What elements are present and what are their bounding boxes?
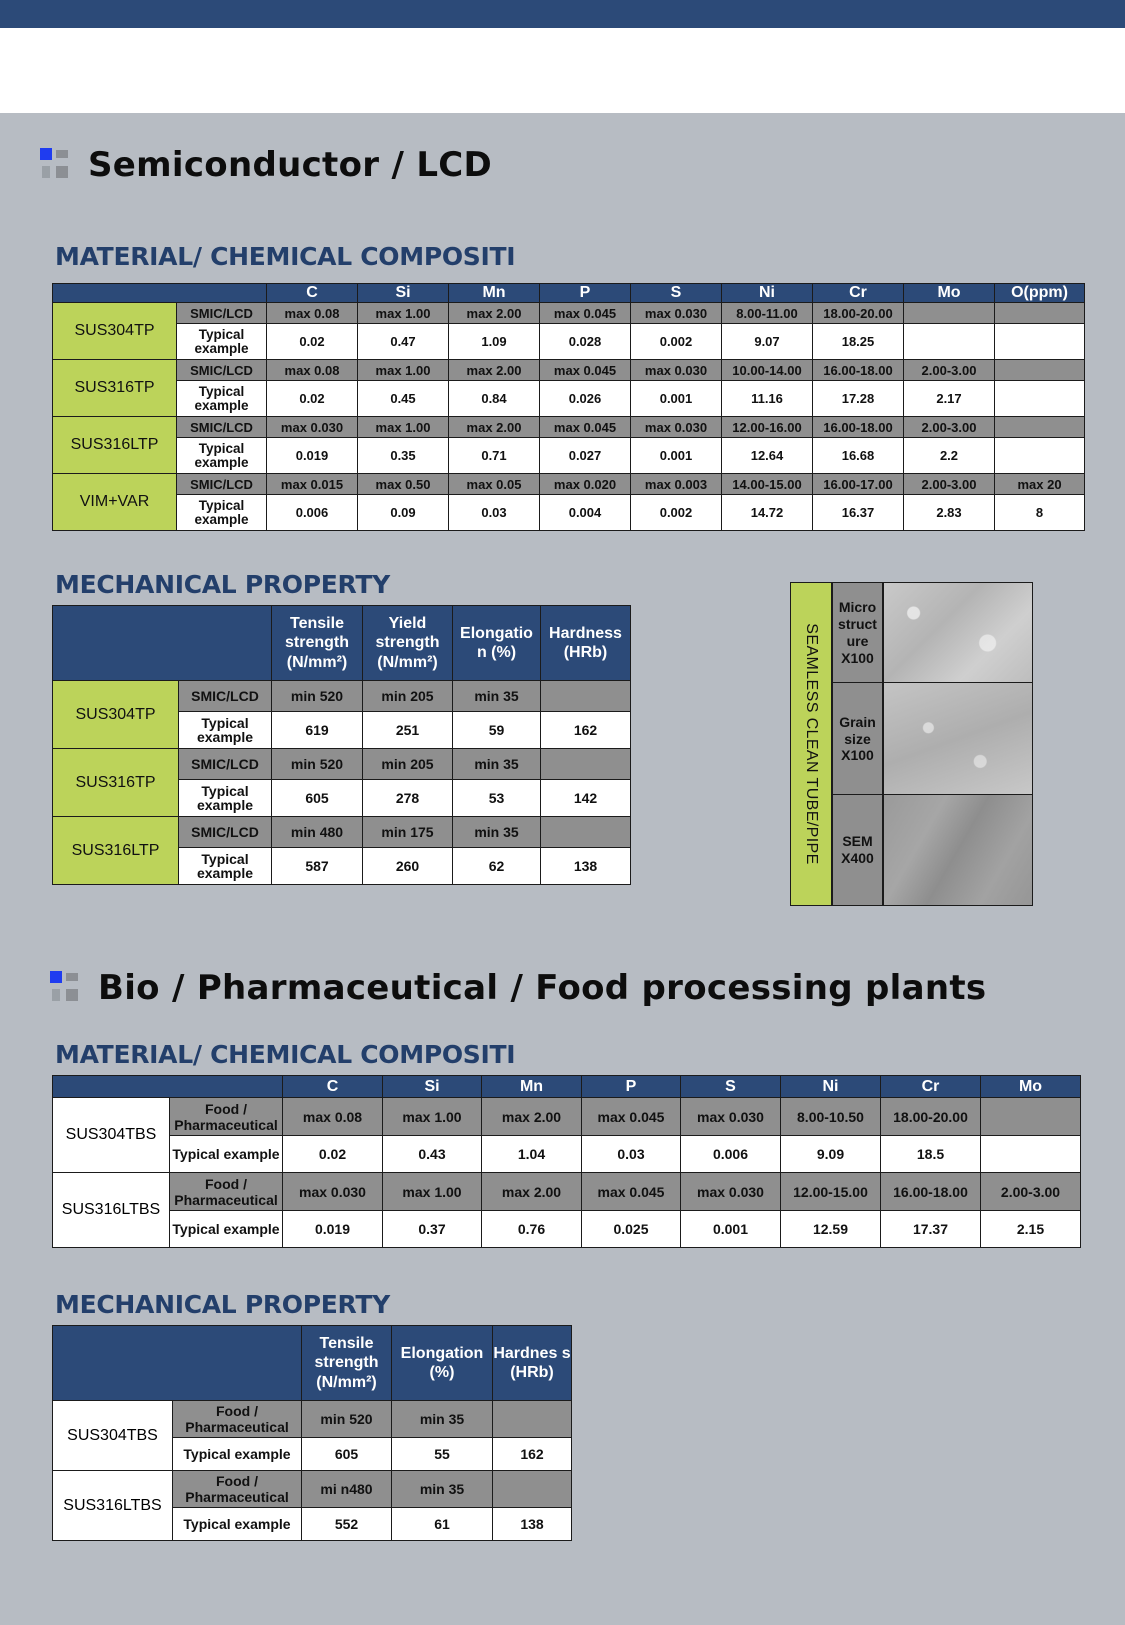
section-title-text: Bio / Pharmaceutical / Food processing plants (98, 968, 987, 1008)
grain-size-image (883, 682, 1033, 796)
typical-value: 138 (493, 1508, 572, 1541)
typical-value: 0.76 (482, 1211, 582, 1248)
spec-value: max 0.045 (540, 417, 631, 438)
typical-value: 0.03 (582, 1136, 681, 1173)
spec-value: min 205 (363, 749, 453, 780)
spec-value: 16.00-18.00 (813, 360, 904, 381)
spec-value: min 520 (272, 749, 363, 780)
column-header: Si (383, 1076, 482, 1098)
micro-row-1 (832, 582, 1033, 684)
column-header: S (681, 1076, 781, 1098)
spec-value: max 0.045 (582, 1098, 681, 1136)
spec-value: 12.00-16.00 (722, 417, 813, 438)
spec-value: 16.00-17.00 (813, 474, 904, 495)
spec-value: max 0.030 (681, 1173, 781, 1211)
typical-value: 0.006 (681, 1136, 781, 1173)
spec-value: 8.00-11.00 (722, 303, 813, 324)
typical-value: 0.027 (540, 438, 631, 474)
typical-label: Typical example (173, 1438, 302, 1471)
typical-value: 53 (453, 780, 541, 817)
typical-value: 0.002 (631, 324, 722, 360)
grade-cell: SUS316LTP (53, 817, 179, 885)
spec-value: max 0.030 (631, 417, 722, 438)
column-header: Hardness (HRb) (541, 606, 631, 681)
typical-label: Typical example (177, 438, 267, 474)
typical-value: 11.16 (722, 381, 813, 417)
grade-cell: SUS316LTBS (53, 1471, 173, 1541)
column-header: S (631, 284, 722, 303)
spec-value: min 520 (302, 1401, 392, 1438)
typical-value (995, 324, 1085, 360)
spec-value: 8.00-10.50 (781, 1098, 881, 1136)
spec-value: 18.00-20.00 (881, 1098, 981, 1136)
spec-value: min 520 (272, 681, 363, 712)
mech-table-bio (52, 1325, 572, 1541)
chem-heading-1: MATERIAL/ CHEMICAL COMPOSITI (55, 242, 516, 271)
spec-value: max 2.00 (482, 1098, 582, 1136)
spec-value: max 0.030 (267, 417, 358, 438)
typical-label: Typical example (173, 1508, 302, 1541)
vertical-label: SEAMLESS CLEAN TUBE/PIPE (803, 623, 820, 865)
chem-heading-2: MATERIAL/ CHEMICAL COMPOSITI (55, 1040, 516, 1069)
typical-value: 0.35 (358, 438, 449, 474)
spec-value (981, 1098, 1081, 1136)
spec-value: min 205 (363, 681, 453, 712)
header-corner (53, 606, 272, 681)
spec-value: min 35 (453, 817, 541, 848)
grade-cell: VIM+VAR (53, 474, 177, 531)
spec-label: Food / Pharmaceutical (173, 1401, 302, 1438)
micro-label-1: Micro struct ure X100 (832, 582, 883, 684)
spec-value: max 1.00 (383, 1098, 482, 1136)
typical-value: 260 (363, 848, 453, 885)
spec-value: 18.00-20.00 (813, 303, 904, 324)
column-header: Mn (449, 284, 540, 303)
typical-value: 14.72 (722, 495, 813, 531)
spec-value (493, 1401, 572, 1438)
typical-value: 0.09 (358, 495, 449, 531)
column-header: Mo (981, 1076, 1081, 1098)
spec-value: max 1.00 (358, 360, 449, 381)
spec-value: max 0.030 (681, 1098, 781, 1136)
grade-cell: SUS316TP (53, 749, 179, 817)
spec-label: SMIC/LCD (179, 681, 272, 712)
spec-label: SMIC/LCD (177, 303, 267, 324)
typical-label: Typical example (170, 1136, 283, 1173)
typical-value: 0.019 (267, 438, 358, 474)
typical-value: 278 (363, 780, 453, 817)
typical-value: 55 (392, 1438, 493, 1471)
header-bar (0, 0, 1125, 28)
typical-value: 17.28 (813, 381, 904, 417)
column-header: Tensile strength (N/mm²) (272, 606, 363, 681)
typical-value: 251 (363, 712, 453, 749)
grade-cell: SUS316TP (53, 360, 177, 417)
typical-value: 0.71 (449, 438, 540, 474)
spec-value: max 0.045 (540, 303, 631, 324)
typical-value: 162 (493, 1438, 572, 1471)
spec-label: Food / Pharmaceutical (173, 1471, 302, 1508)
spec-value (541, 681, 631, 712)
typical-value: 9.07 (722, 324, 813, 360)
grade-cell: SUS304TP (53, 681, 179, 749)
typical-label: Typical example (177, 381, 267, 417)
mech-heading-1: MECHANICAL PROPERTY (55, 570, 390, 599)
grade-cell: SUS304TBS (53, 1401, 173, 1471)
typical-value: 0.84 (449, 381, 540, 417)
chem-table-semiconductor (52, 283, 1085, 531)
typical-value: 0.001 (631, 381, 722, 417)
typical-value: 1.04 (482, 1136, 582, 1173)
column-header: Si (358, 284, 449, 303)
typical-value: 59 (453, 712, 541, 749)
spec-value (541, 817, 631, 848)
spec-value: max 0.030 (631, 360, 722, 381)
spec-value: max 0.08 (267, 360, 358, 381)
spec-label: SMIC/LCD (177, 417, 267, 438)
spec-value: max 1.00 (358, 417, 449, 438)
bullet-icon (40, 148, 74, 182)
column-header: Yield strength (N/mm²) (363, 606, 453, 681)
typical-value: 12.59 (781, 1211, 881, 1248)
typical-value: 0.37 (383, 1211, 482, 1248)
column-header: Elongation (%) (392, 1326, 493, 1401)
column-header: C (267, 284, 358, 303)
spec-value: max 2.00 (449, 417, 540, 438)
typical-value: 0.02 (283, 1136, 383, 1173)
spec-value (904, 303, 995, 324)
micro-label-2: Grain size X100 (832, 682, 883, 796)
spec-label: Food / Pharmaceutical (170, 1173, 283, 1211)
column-header: Ni (722, 284, 813, 303)
spec-label: SMIC/LCD (179, 749, 272, 780)
column-header: Hardnes s (HRb) (493, 1326, 572, 1401)
column-header: Mo (904, 284, 995, 303)
typical-value: 0.47 (358, 324, 449, 360)
header-corner (53, 284, 267, 303)
spec-value: max 1.00 (383, 1173, 482, 1211)
spec-value: max 0.030 (631, 303, 722, 324)
typical-value: 18.25 (813, 324, 904, 360)
typical-value (981, 1136, 1081, 1173)
sem-image (883, 794, 1033, 906)
typical-value: 62 (453, 848, 541, 885)
typical-value: 0.45 (358, 381, 449, 417)
typical-value: 18.5 (881, 1136, 981, 1173)
grade-cell: SUS304TBS (53, 1098, 170, 1173)
column-header: Elongatio n (%) (453, 606, 541, 681)
typical-value: 2.2 (904, 438, 995, 474)
header-corner (53, 1326, 302, 1401)
vertical-label-box (790, 582, 832, 906)
column-header: P (582, 1076, 681, 1098)
spec-value: max 0.50 (358, 474, 449, 495)
spec-value (541, 749, 631, 780)
spec-value: max 2.00 (449, 303, 540, 324)
section-title-semiconductor (40, 145, 492, 185)
spec-label: SMIC/LCD (177, 360, 267, 381)
spec-value: max 2.00 (449, 360, 540, 381)
spec-value: min 35 (392, 1401, 493, 1438)
spec-value: max 1.00 (358, 303, 449, 324)
spec-value: min 175 (363, 817, 453, 848)
spec-value: max 0.045 (582, 1173, 681, 1211)
typical-value: 162 (541, 712, 631, 749)
typical-value: 0.006 (267, 495, 358, 531)
spec-label: SMIC/LCD (177, 474, 267, 495)
column-header: C (283, 1076, 383, 1098)
spec-value: max 0.05 (449, 474, 540, 495)
typical-value: 0.019 (283, 1211, 383, 1248)
spec-value: max 0.003 (631, 474, 722, 495)
typical-value: 587 (272, 848, 363, 885)
spec-value: max 0.045 (540, 360, 631, 381)
spec-value: max 0.030 (283, 1173, 383, 1211)
typical-label: Typical example (170, 1211, 283, 1248)
spec-value (995, 417, 1085, 438)
typical-value: 0.002 (631, 495, 722, 531)
typical-value: 2.83 (904, 495, 995, 531)
typical-value: 0.43 (383, 1136, 482, 1173)
typical-value: 0.026 (540, 381, 631, 417)
spec-value: 2.00-3.00 (904, 417, 995, 438)
spec-value: max 0.020 (540, 474, 631, 495)
spec-value: max 20 (995, 474, 1085, 495)
micro-row-2 (832, 682, 1033, 796)
spec-value: 12.00-15.00 (781, 1173, 881, 1211)
spec-value: mi n480 (302, 1471, 392, 1508)
typical-value: 619 (272, 712, 363, 749)
column-header: Tensile strength (N/mm²) (302, 1326, 392, 1401)
spec-label: Food / Pharmaceutical (170, 1098, 283, 1136)
spec-value: 10.00-14.00 (722, 360, 813, 381)
mech-heading-2: MECHANICAL PROPERTY (55, 1290, 390, 1319)
typical-label: Typical example (179, 780, 272, 817)
column-header: P (540, 284, 631, 303)
typical-value: 16.68 (813, 438, 904, 474)
grade-cell: SUS304TP (53, 303, 177, 360)
typical-value: 0.001 (681, 1211, 781, 1248)
typical-value: 1.09 (449, 324, 540, 360)
chem-table-bio (52, 1075, 1081, 1248)
typical-value: 2.15 (981, 1211, 1081, 1248)
typical-value: 0.028 (540, 324, 631, 360)
spec-value: 16.00-18.00 (881, 1173, 981, 1211)
spec-value: max 0.08 (267, 303, 358, 324)
typical-value: 0.02 (267, 381, 358, 417)
spec-value: min 35 (392, 1471, 493, 1508)
typical-label: Typical example (177, 324, 267, 360)
spec-value (493, 1471, 572, 1508)
bullet-icon (50, 971, 84, 1005)
header-corner (53, 1076, 283, 1098)
spec-value: 2.00-3.00 (904, 360, 995, 381)
column-header: Cr (813, 284, 904, 303)
grade-cell: SUS316LTBS (53, 1173, 170, 1248)
column-header: O(ppm) (995, 284, 1085, 303)
typical-value: 0.001 (631, 438, 722, 474)
typical-value: 2.17 (904, 381, 995, 417)
column-header: Cr (881, 1076, 981, 1098)
spec-value: min 480 (272, 817, 363, 848)
grade-cell: SUS316LTP (53, 417, 177, 474)
header-band (0, 28, 1125, 113)
spec-value: 2.00-3.00 (981, 1173, 1081, 1211)
typical-value: 605 (272, 780, 363, 817)
typical-value: 0.03 (449, 495, 540, 531)
spec-value: 2.00-3.00 (904, 474, 995, 495)
typical-value: 552 (302, 1508, 392, 1541)
spec-value: max 2.00 (482, 1173, 582, 1211)
typical-value (995, 438, 1085, 474)
column-header: Mn (482, 1076, 582, 1098)
mech-table-semiconductor (52, 605, 631, 885)
column-header: Ni (781, 1076, 881, 1098)
typical-value: 0.004 (540, 495, 631, 531)
typical-value: 9.09 (781, 1136, 881, 1173)
microstructure-panel (790, 582, 1033, 906)
micro-row-3 (832, 794, 1033, 906)
spec-value: min 35 (453, 681, 541, 712)
section-title-text: Semiconductor / LCD (88, 145, 493, 185)
typical-value: 16.37 (813, 495, 904, 531)
spec-value: min 35 (453, 749, 541, 780)
typical-label: Typical example (179, 712, 272, 749)
typical-value: 0.02 (267, 324, 358, 360)
typical-value (995, 381, 1085, 417)
typical-value (904, 324, 995, 360)
spec-value: max 0.015 (267, 474, 358, 495)
typical-value: 17.37 (881, 1211, 981, 1248)
typical-value: 138 (541, 848, 631, 885)
spec-label: SMIC/LCD (179, 817, 272, 848)
section-title-bio (50, 968, 986, 1008)
microstructure-image (883, 582, 1033, 684)
typical-value: 605 (302, 1438, 392, 1471)
typical-value: 8 (995, 495, 1085, 531)
spec-value: 14.00-15.00 (722, 474, 813, 495)
typical-label: Typical example (177, 495, 267, 531)
typical-label: Typical example (179, 848, 272, 885)
spec-value (995, 303, 1085, 324)
spec-value: max 0.08 (283, 1098, 383, 1136)
spec-value: 16.00-18.00 (813, 417, 904, 438)
typical-value: 142 (541, 780, 631, 817)
typical-value: 12.64 (722, 438, 813, 474)
micro-label-3: SEM X400 (832, 794, 883, 906)
spec-value (995, 360, 1085, 381)
typical-value: 61 (392, 1508, 493, 1541)
typical-value: 0.025 (582, 1211, 681, 1248)
